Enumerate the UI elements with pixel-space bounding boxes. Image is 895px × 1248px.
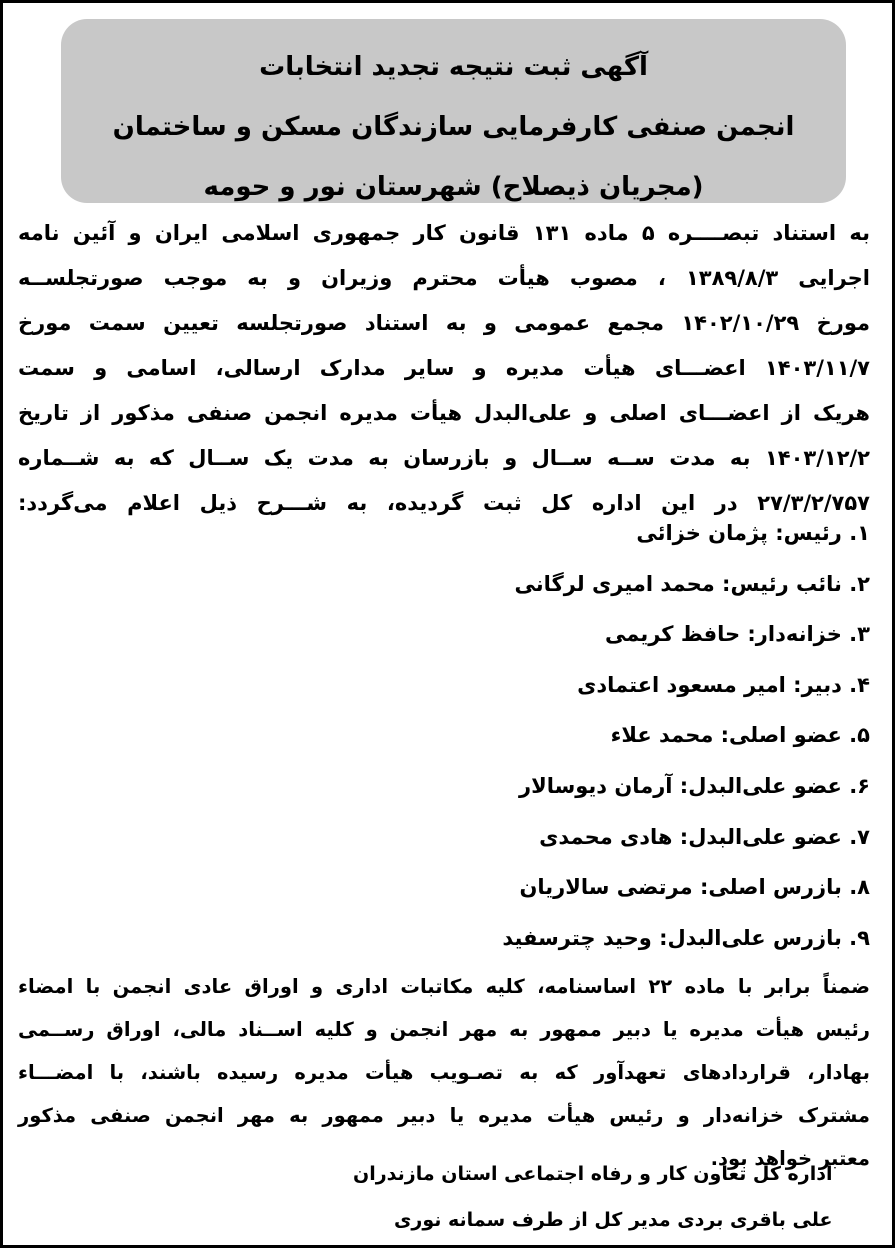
list-item: ۴. دبیر: امیر مسعود اعتمادی <box>577 672 870 697</box>
intro-line: به استناد تبصــــره ۵ ماده ۱۳۱ قانون کار جمهوری اسلامی ایران و آئین نامه <box>18 221 871 245</box>
intro-line: مورخ ۱۴۰۲/۱۰/۲۹ مجمع عمومی و به استناد صورتجلسه تعیین سمت مورخ <box>18 311 871 335</box>
list-item: ۳. خزانه‌دار: حافظ کریمی <box>605 622 870 647</box>
signatory-note-paragraph <box>18 965 870 1180</box>
list-item: ۲. نائب رئیس: محمد امیری لرگانی <box>514 571 870 596</box>
list-item: ۹. بازرس علی‌البدل: وحید چترسفید <box>502 925 870 950</box>
header-title: آگهی ثبت نتیجه تجدید انتخابات <box>259 52 648 82</box>
header-association-name: انجمن صنفی کارفرمایی سازندگان مسکن و ساختمان <box>112 112 795 142</box>
note-line: معتبر خواهد بود. <box>710 1147 870 1170</box>
intro-line: ۱۴۰۳/۱۲/۲ به مدت ســه ســال و بازرسان به مدت یک ســال که به شــماره <box>18 446 870 470</box>
intro-line: هریک از اعضـــای اصلی و علی‌البدل هیأت مدیره انجمن صنفی مذکور از تاریخ <box>18 401 870 425</box>
note-line: رئیس هیأت مدیره یا دبیر ممهور به مهر انجمن و کلیه اســناد مالی، اوراق رســمی <box>18 1018 870 1041</box>
intro-line: ۱۴۰۳/۱۱/۷ اعضـــای هیأت مدیره و سایر مدارک ارسالی، اسامی و سمت <box>18 356 870 380</box>
note-line: بهادار، قراردادهای تعهدآور که به تصـویب هیأت مدیره رسیده باشند، با امضـــاء <box>18 1061 870 1084</box>
list-item: ۱. رئیس: پژمان خزائی <box>636 521 870 545</box>
signature-block <box>353 1151 833 1243</box>
list-item: ۶. عضو علی‌البدل: آرمان دیوسالار <box>518 773 870 798</box>
list-item: ۷. عضو علی‌البدل: هادی محمدی <box>539 824 870 849</box>
note-line: مشترک خزانه‌دار و رئیس هیأت مدیره یا دبیر ممهور به مهر انجمن صنفی مذکور <box>18 1104 870 1127</box>
note-line: ضمناً برابر با ماده ۲۲ اساسنامه، کلیه مکاتبات اداری و اوراق عادی انجمن با امضاء <box>18 975 870 998</box>
signature-office: اداره کل تعاون کار و رفاه اجتماعی استان مازندران <box>353 1163 833 1185</box>
intro-line: اجرایی ۱۳۸۹/۸/۳ ، مصوب هیأت محترم وزیران و به موجب صورتجلســه <box>18 266 870 290</box>
list-item: ۸. بازرس اصلی: مرتضی سالاریان <box>519 875 870 900</box>
header-location: (مجریان ذیصلاح) شهرستان نور و حومه <box>203 172 704 202</box>
board-members-list <box>18 508 870 963</box>
announcement-header <box>61 19 846 203</box>
list-item: ۵. عضو اصلی: محمد علاء <box>610 723 870 748</box>
intro-line: ۲۷/۳/۲/۷۵۷ در این اداره کل ثبت گردیده، به شـــرح ذیل اعلام می‌گردد: <box>18 491 870 515</box>
signature-person: علی باقری بردی مدیر کل از طرف سمانه نوری <box>394 1209 833 1231</box>
intro-paragraph <box>18 211 870 526</box>
